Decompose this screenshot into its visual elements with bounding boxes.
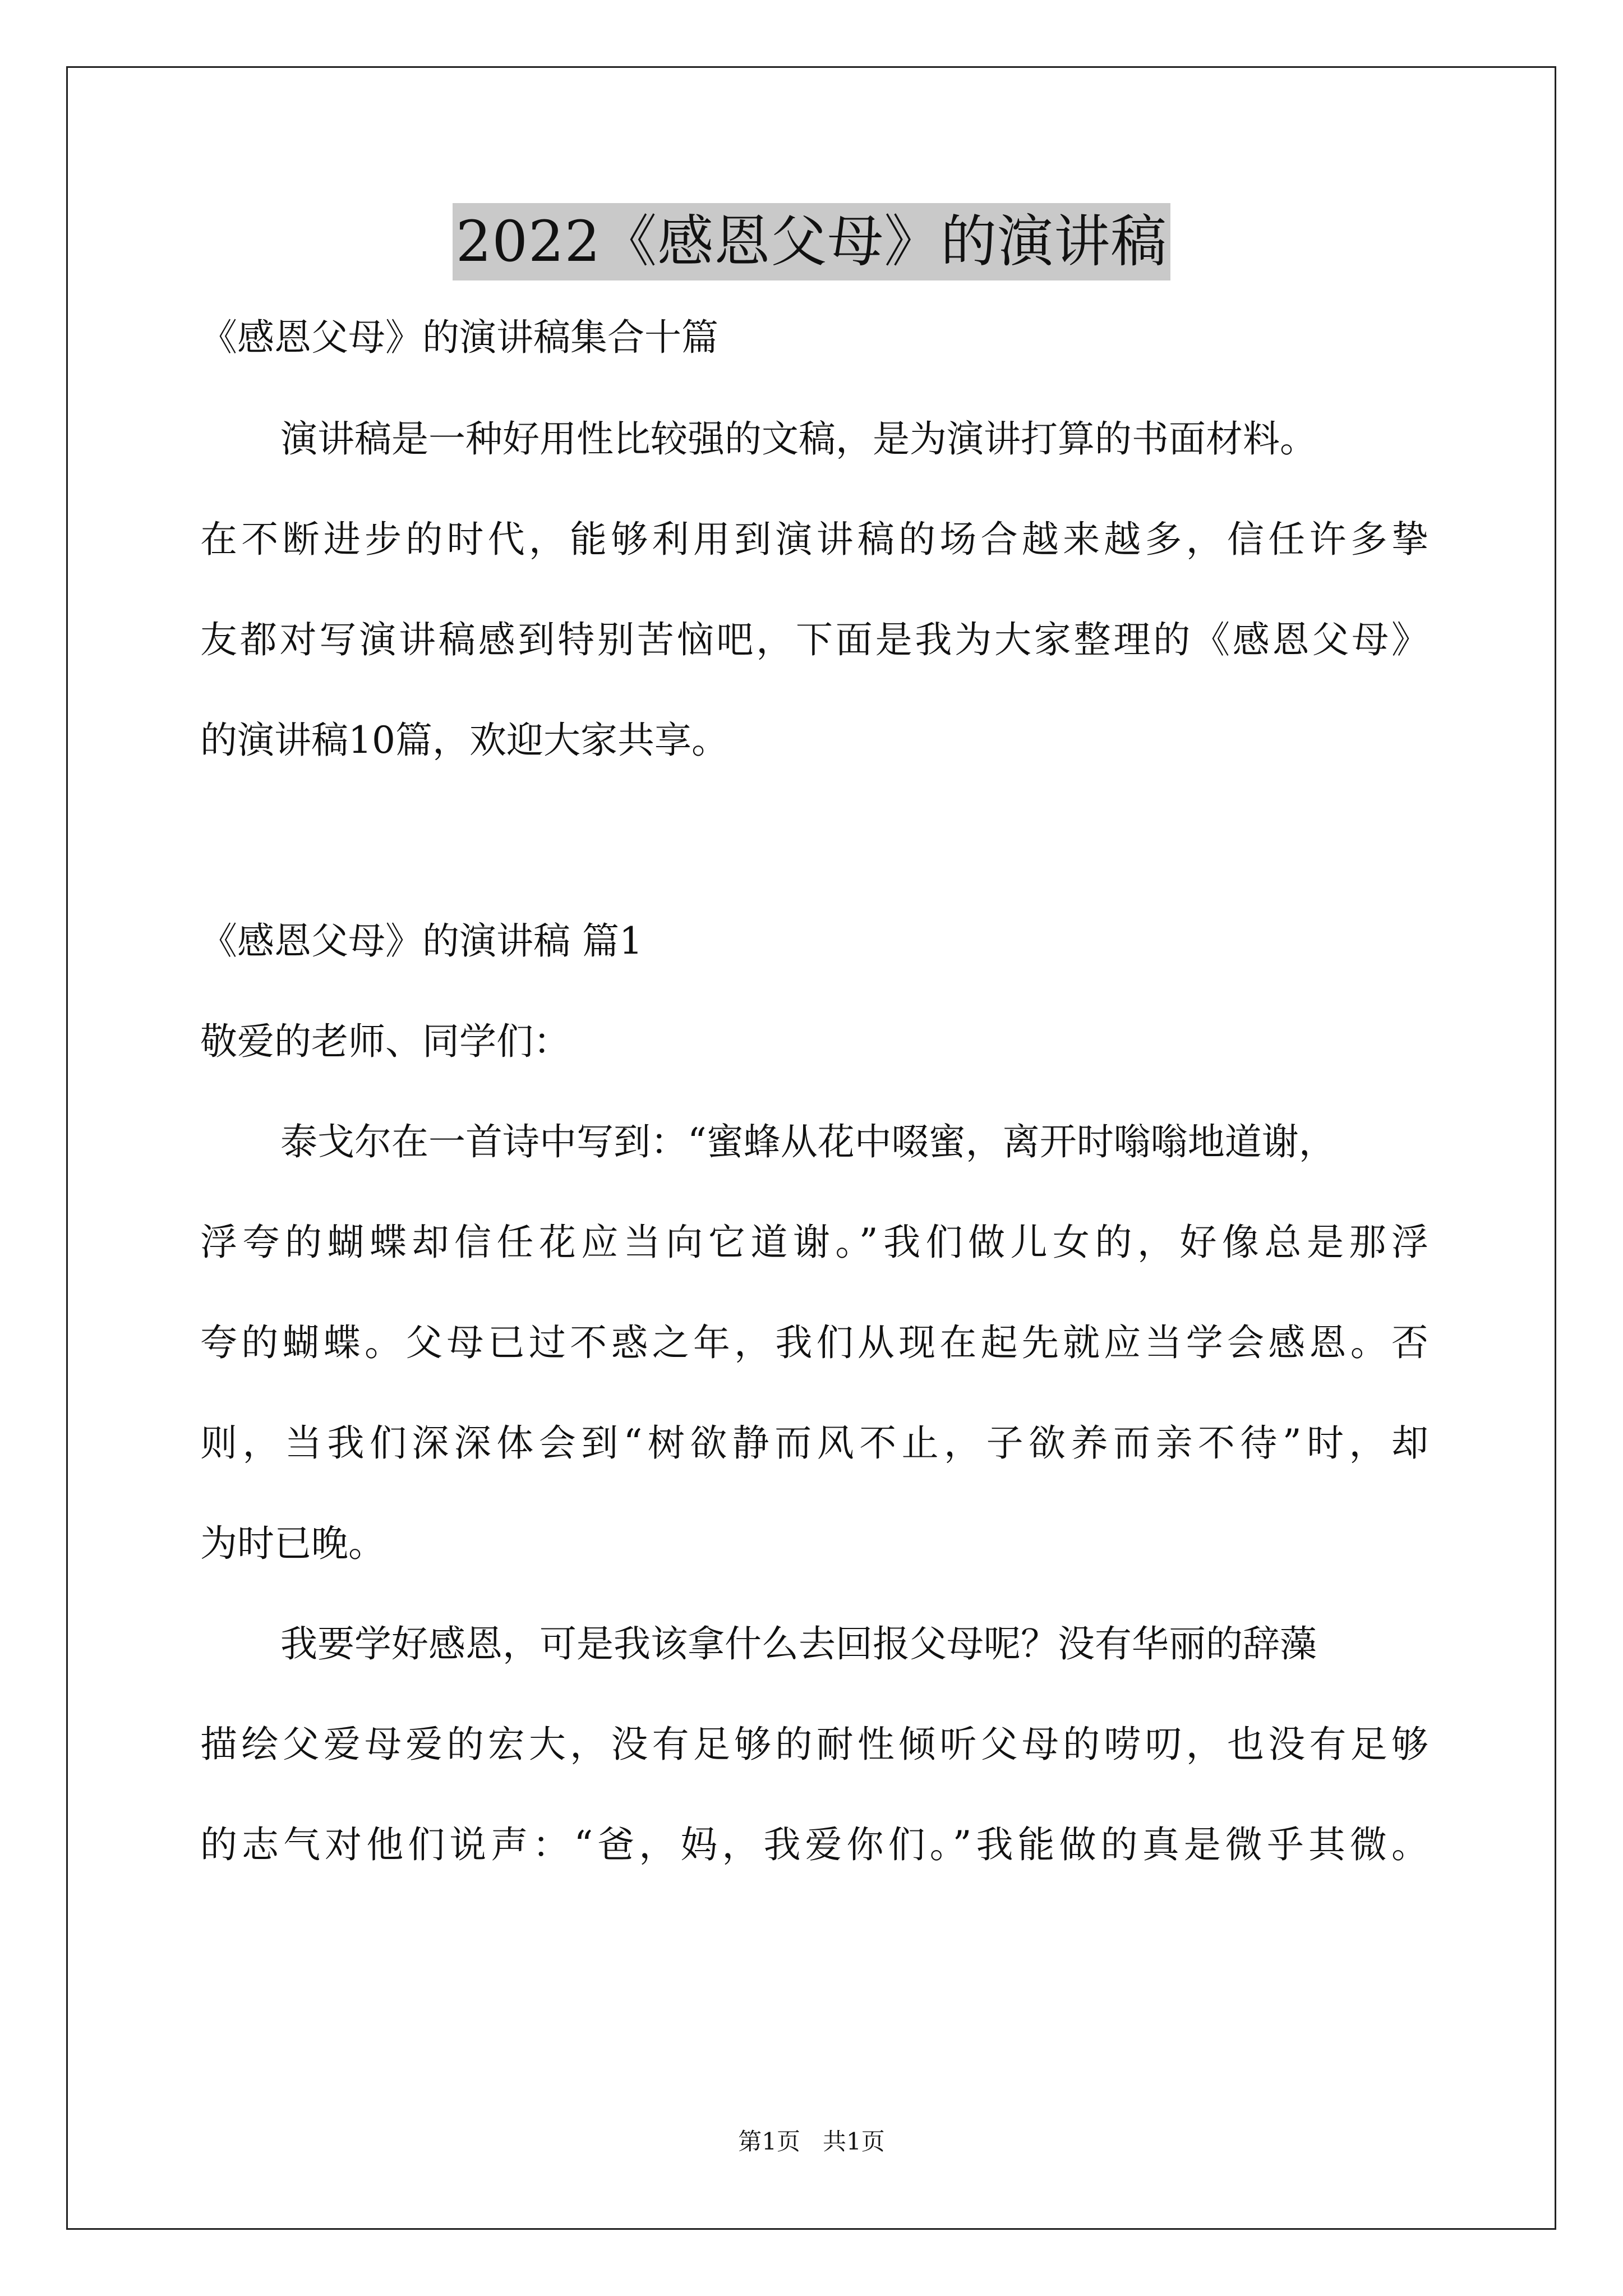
document-title: 2022《感恩父母》的演讲稿: [453, 203, 1171, 280]
paragraph-line: 为时已晚。: [200, 1522, 385, 1565]
paragraph-line: 浮夸的蝴蝶却信任花应当向它道谢。”我们做儿女的，好像总是那浮: [200, 1221, 1428, 1264]
title-container: [0, 203, 1623, 280]
intro-line: 在不断进步的时代，能够利用到演讲稿的场合越来越多，信任许多挚: [200, 518, 1428, 561]
section-heading: 《感恩父母》的演讲稿 篇1: [200, 919, 643, 963]
intro-line: 友都对写演讲稿感到特别苦恼吧，下面是我为大家整理的《感恩父母》: [200, 618, 1428, 661]
paragraph-line: 的志气对他们说声：“爸，妈，我爱你们。”我能做的真是微乎其微。: [200, 1823, 1428, 1866]
paragraph-line: 泰戈尔在一首诗中写到：“蜜蜂从花中啜蜜，离开时嗡嗡地道谢，: [280, 1120, 1336, 1163]
salutation: 敬爱的老师、同学们：: [200, 1020, 570, 1063]
document-subtitle: 《感恩父母》的演讲稿集合十篇: [200, 316, 718, 359]
paragraph-line: 夸的蝴蝶。父母已过不惑之年，我们从现在起先就应当学会感恩。否: [200, 1321, 1428, 1364]
page-footer: 第1页 共1页: [738, 2128, 885, 2155]
intro-line: 演讲稿是一种好用性比较强的文稿，是为演讲打算的书面材料。: [280, 417, 1317, 461]
paragraph-line: 描绘父爱母爱的宏大，没有足够的耐性倾听父母的唠叨，也没有足够: [200, 1723, 1428, 1766]
paragraph-line: 则，当我们深深体会到“树欲静而风不止，子欲养而亲不待”时，却: [200, 1421, 1428, 1465]
intro-line: 的演讲稿10篇，欢迎大家共享。: [200, 719, 728, 762]
paragraph-line: 我要学好感恩，可是我该拿什么去回报父母呢？没有华丽的辞藻: [280, 1622, 1317, 1665]
